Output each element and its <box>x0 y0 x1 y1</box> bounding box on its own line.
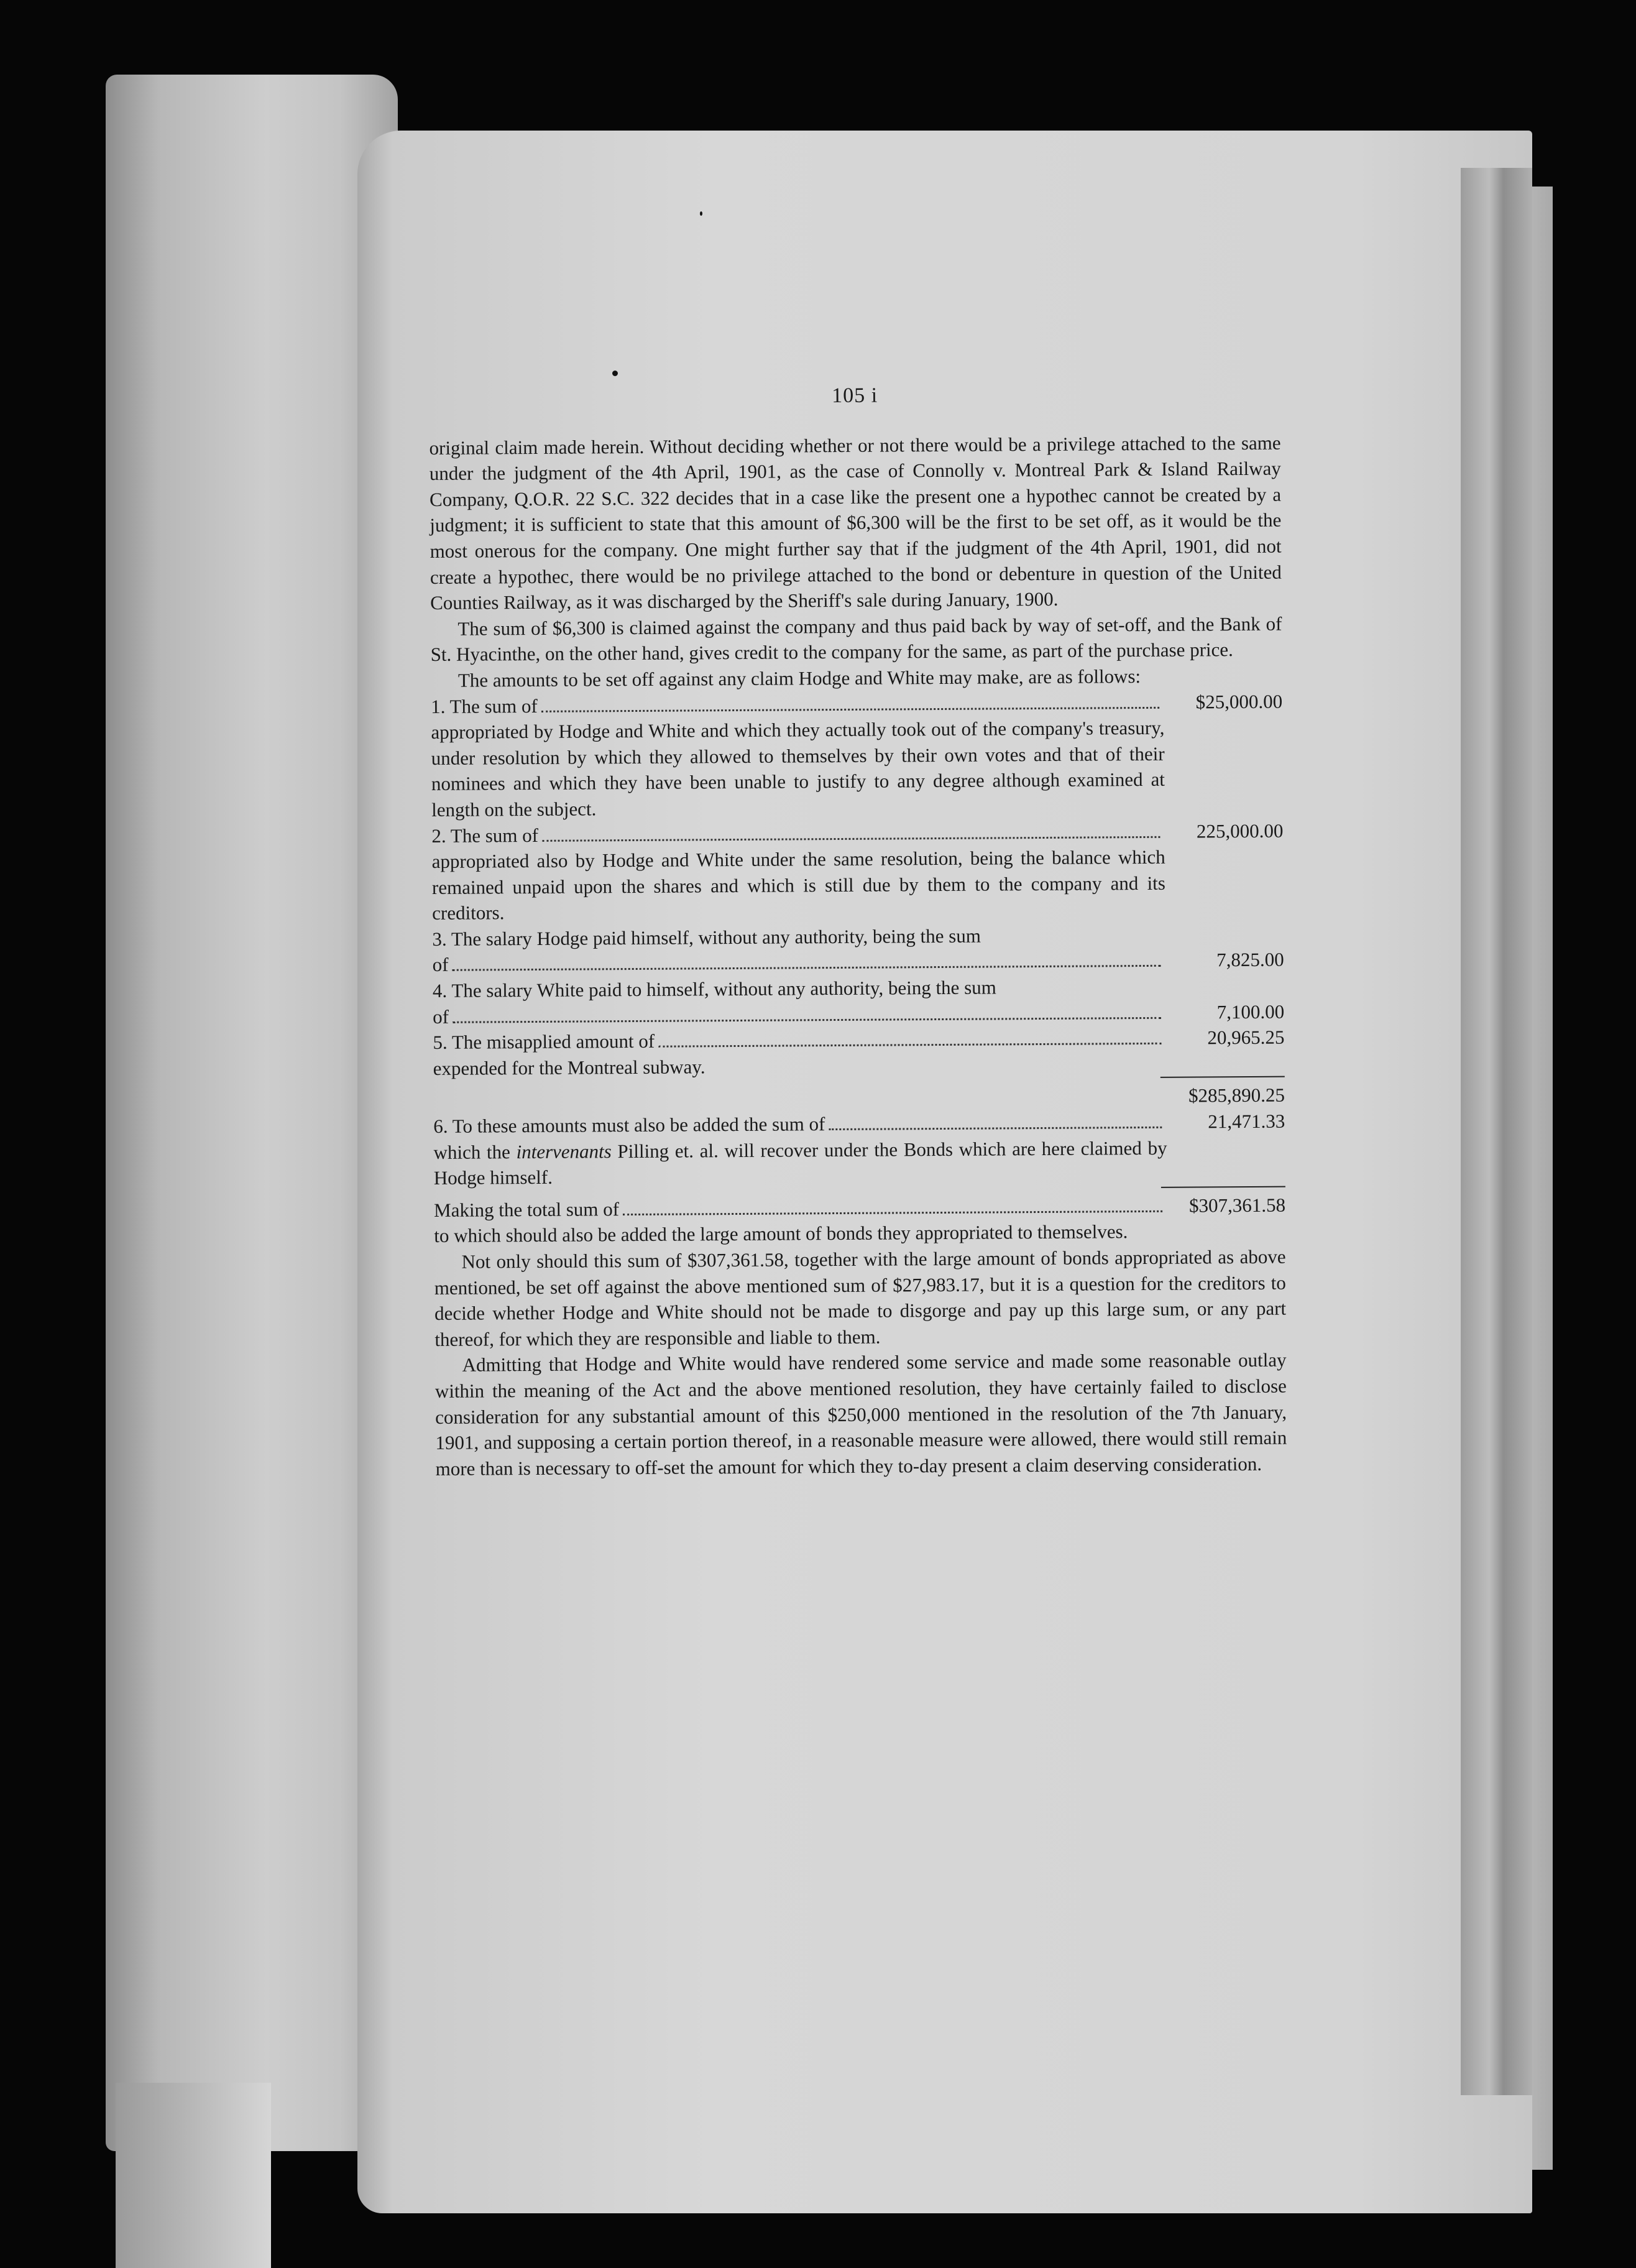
item-6-amount: 21,471.33 <box>1208 1110 1285 1133</box>
item-1-description: appropriated by Hodge and White and which they actually took out of the company's treasury, under resolution by which they allowed to themselves by their own votes and that of their nominees and which they have been unable to justify to any degree although examined at length on the subject. <box>431 716 1165 821</box>
leader-dots <box>829 1127 1162 1130</box>
leader-dots <box>623 1210 1162 1215</box>
item-2-head: 2. The sum of <box>431 824 539 847</box>
item-6-head: 6. To these amounts must also be added the sum of <box>433 1113 825 1138</box>
item-4-head: of <box>433 1005 449 1028</box>
item-1-amount: $25,000.00 <box>1195 690 1283 713</box>
item-3-head: of <box>432 954 449 976</box>
item-6-text-b: Pilling et. al. will recover under the Bonds which are here claimed by Hodge himself. <box>433 1136 1167 1189</box>
subtotal-amount: $285,890.25 <box>1188 1084 1285 1107</box>
item-5-description: expended for the Montreal subway. <box>433 1056 705 1079</box>
leader-dots <box>453 965 1161 971</box>
item-5-amount: 20,965.25 <box>1207 1026 1285 1049</box>
leader-dots <box>542 836 1160 841</box>
left-page-blank <box>106 75 398 2151</box>
leader-dots <box>658 1043 1161 1048</box>
item-1-head: 1. The sum of <box>431 694 538 717</box>
item-6-text-a: which the <box>433 1140 510 1163</box>
page-text-block <box>429 380 1287 1482</box>
item-2-description: appropriated also by Hodge and White under the same resolution, being the balance which remained unpaid upon the shares and which is still due by them to the company and its creditors. <box>431 846 1166 924</box>
paragraph-2: The sum of $6,300 is claimed against the company and thus paid back by way of set-off, and the Bank of St. Hyacinthe, on the other hand, gives credit to the company for the same, as part of the purchase price. <box>430 612 1282 666</box>
ink-speck <box>700 211 702 216</box>
paragraph-3: The amounts to be set off against any claim Hodge and White may make, are as follows: <box>457 665 1141 691</box>
item-6-italic: intervenants <box>516 1140 612 1163</box>
page-number: 105 i <box>832 384 878 408</box>
total-head: Making the total sum of <box>433 1197 620 1221</box>
item-4-lead: 4. The salary White paid to himself, without any authority, being the sum <box>432 976 996 1002</box>
item-4-amount: 7,100.00 <box>1216 1000 1285 1023</box>
leader-dots <box>541 706 1159 712</box>
ink-speck <box>612 371 618 376</box>
paragraph-1: original claim made herein. Without deciding whether or not there would be a privilege attached to the same under the judgment of the 4th April, 1901, as the case of Connolly v. Montreal Park & Island Railway Company, Q.O.R. 22 S.C. 322 decides that in a case like the present one a hypothec cannot be created by a judgment; it is sufficient to state that this amount of $6,300 will be the first to be set off, as it would be the most onerous for the company. One might further say that if the judgment of the 4th April, 1901, did not create a hypothec, there would be no privilege attached to the bond or debenture in question of the United Counties Railway, as it was discharged by the Sheriff's sale during January, 1900. <box>429 431 1282 614</box>
leader-dots <box>453 1016 1161 1023</box>
total-description: to which should also be added the large amount of bonds they appropriated to themselves. <box>434 1220 1128 1247</box>
item-6-description <box>433 1134 1285 1191</box>
page-edge-strip <box>1461 168 1532 2095</box>
item-3-lead: 3. The salary Hodge paid himself, without any authority, being the sum <box>432 924 981 950</box>
item-5-head: 5. The misapplied amount of <box>433 1030 655 1054</box>
paper-stub <box>116 2083 271 2268</box>
item-2-amount: 225,000.00 <box>1196 819 1284 842</box>
item-3-amount: 7,825.00 <box>1216 949 1284 971</box>
paragraph-4: Not only should this sum of $307,361.58, together with the large amount of bonds appropriated as above mentioned, be set off against the above mentioned sum of $27,983.17, but it is a question for the creditors to decide whether Hodge and White should not be made to disgorge and pay up this large sum, or any part thereof, for which they are responsible and liable to them. <box>434 1245 1287 1350</box>
paragraph-5: Admitting that Hodge and White would have rendered some service and made some reasonable outlay within the meaning of the Act and the above mentioned resolution, they have certainly failed to disclose consideration for any substantial amount of this $250,000 mentioned in the resolution of the 7th January, 1901, and supposing a certain portion thereof, in a reasonable measure were allowed, there would still remain more than is necessary to off-set the amount for which they to-day present a claim deserving consideration. <box>434 1348 1287 1480</box>
total-amount: $307,361.58 <box>1188 1194 1286 1217</box>
